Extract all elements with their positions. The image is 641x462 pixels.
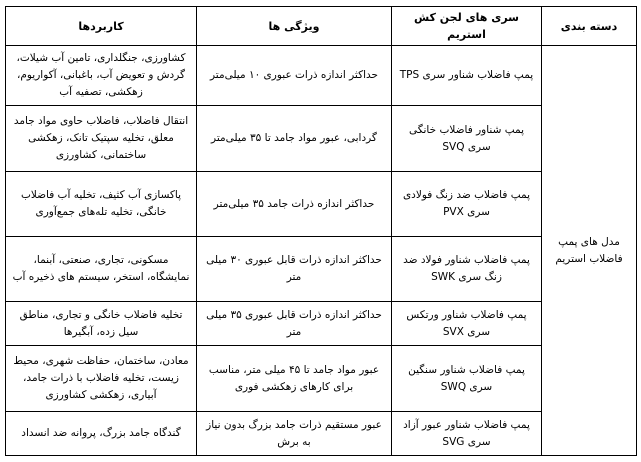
header-series: سری های لجن کش استریم — [392, 7, 542, 46]
features-cell: حداکثر اندازه ذرات قابل عبوری ۳۵ میلی متر — [197, 302, 392, 346]
series-cell: پمپ فاضلاب شناور فولاد ضد زنگ سری SWK — [392, 237, 542, 302]
applications-cell: انتقال فاضلاب، فاضلاب حاوی مواد جامد معلق، تخلیه سپتیک تانک، زهکشی ساختمانی، کشاورزی — [6, 106, 197, 172]
features-cell: عبور مواد جامد تا ۴۵ میلی متر، مناسب برای کارهای زهکشی فوری — [197, 346, 392, 412]
pump-spec-table — [5, 6, 637, 456]
series-cell: پمپ فاضلاب شناور ورتکس سری SVX — [392, 302, 542, 346]
features-cell: حداکثر اندازه ذرات عبوری ۱۰ میلی‌متر — [197, 46, 392, 106]
applications-cell: پاکسازی آب کثیف، تخلیه آب فاضلاب خانگی، تخلیه تله‌های جمع‌آوری — [6, 172, 197, 237]
features-cell: حداکثر اندازه ذرات قابل عبوری ۳۰ میلی متر — [197, 237, 392, 302]
features-cell: گردابی، عبور مواد جامد تا ۳۵ میلی‌متر — [197, 106, 392, 172]
header-applications: کاربردها — [6, 7, 197, 46]
applications-cell: گندگاه جامد بزرگ، پروانه ضد انسداد — [6, 412, 197, 456]
applications-cell: تخلیه فاضلاب خانگی و تجاری، مناطق سیل زده، آبگیرها — [6, 302, 197, 346]
features-cell: عبور مستقیم ذرات جامد بزرگ بدون نیاز به برش — [197, 412, 392, 456]
series-cell: پمپ فاضلاب شناور سنگین سری SWQ — [392, 346, 542, 412]
header-category: دسته بندی — [542, 7, 637, 46]
series-cell: پمپ فاضلاب ضد زنگ فولادی سری PVX — [392, 172, 542, 237]
applications-cell: مسکونی، تجاری، صنعتی، آبنما، نمایشگاه، استخر، سیستم های ذخیره آب — [6, 237, 197, 302]
features-cell: حداکثر اندازه ذرات جامد ۳۵ میلی‌متر — [197, 172, 392, 237]
applications-cell: معادن، ساختمان، حفاظت شهری، محیط زیست، تخلیه فاضلاب با ذرات جامد، آبیاری، زهکشی کشاورزی — [6, 346, 197, 412]
table-row — [6, 46, 637, 106]
series-cell: پمپ شناور فاضلاب خانگی سری SVQ — [392, 106, 542, 172]
category-cell: مدل های پمپ فاضلاب استریم — [542, 46, 637, 456]
header-row — [6, 7, 637, 46]
header-features: ویژگی ها — [197, 7, 392, 46]
series-cell: پمپ فاضلاب شناور عبور آزاد سری SVG — [392, 412, 542, 456]
series-cell: پمپ فاضلاب شناور سری TPS — [392, 46, 542, 106]
applications-cell: کشاورزی، جنگلداری، تامین آب شیلات، گردش و تعویض آب، باغبانی، آکواریوم، زهکشی، تصفیه آب — [6, 46, 197, 106]
